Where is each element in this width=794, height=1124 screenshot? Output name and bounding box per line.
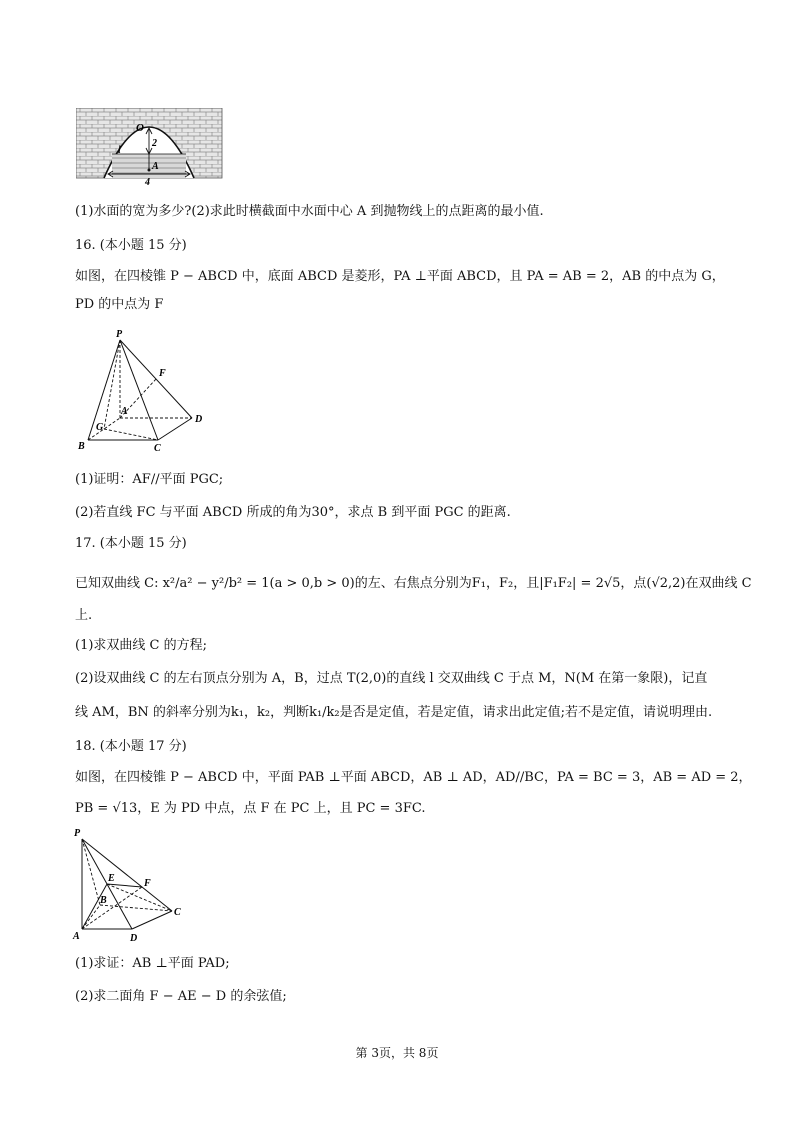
problem18-q2: (2)求二面角 F − AE − D 的余弦值; [75, 989, 287, 1004]
label-G: G [96, 422, 104, 433]
problem17-header: 17. (本小题 15 分) [75, 536, 187, 551]
problem16-q2: (2)若直线 FC 与平面 ABCD 所成的角为30°，求点 B 到平面 PGC 的距离. [75, 505, 511, 520]
label-C: C [174, 907, 181, 918]
problem17-stem-line2: 上. [75, 608, 93, 623]
label-B: B [100, 895, 107, 906]
label-C: C [154, 443, 161, 454]
pyramid-figure-18 [70, 825, 190, 945]
label-E: E [108, 873, 115, 884]
label-O: O [136, 122, 144, 134]
pyramid-figure-16 [76, 328, 206, 454]
problem17-q1: (1)求双曲线 C 的方程; [75, 638, 208, 653]
label-F: F [144, 878, 151, 889]
problem16-header: 16. (本小题 15 分) [75, 238, 187, 253]
label-B: B [78, 441, 85, 452]
problem18-stem-line1: 如图，在四棱锥 P − ABCD 中，平面 PAB ⊥平面 ABCD，AB ⊥ AD，AD//BC，PA = BC = 3，AB = AD = 2， [75, 770, 752, 785]
problem18-stem-line2: PB = √13，E 为 PD 中点，点 F 在 PC 上，且 PC = 3FC. [75, 801, 426, 816]
problem17-q2-line1: (2)设双曲线 C 的左右顶点分别为 A，B，过点 T(2,0)的直线 l 交双曲线 C 于点 M，N(M 在第一象限)，记直 [75, 671, 708, 686]
problem16-stem-line1: 如图，在四棱锥 P − ABCD 中，底面 ABCD 是菱形，PA ⊥平面 ABCD，且 PA = AB = 2，AB 的中点为 G， [75, 269, 725, 284]
problem18-q1: (1)求证：AB ⊥平面 PAD; [75, 956, 230, 971]
label-A: A [152, 161, 159, 172]
problem15-questions: (1)水面的宽为多少?(2)求此时横截面中水面中心 A 到抛物线上的点距离的最小值. [75, 204, 544, 219]
label-F: F [159, 368, 166, 379]
page-footer: 第 3页，共 8页 [355, 1046, 439, 1060]
arch-figure [76, 108, 224, 188]
problem17-stem-line1: 已知双曲线 C: x²/a² − y²/b² = 1(a > 0,b > 0)的左、右焦点分别为F₁，F₂，且|F₁F₂| = 2√5，点(√2,2)在双曲线 C [75, 576, 752, 591]
label-2: 2 [152, 138, 157, 149]
problem16-q1: (1)证明：AF//平面 PGC; [75, 472, 224, 487]
label-P: P [74, 828, 81, 839]
label-l: l [118, 145, 121, 156]
label-D: D [130, 933, 138, 944]
problem18-header: 18. (本小题 17 分) [75, 739, 187, 754]
label-A: A [73, 931, 80, 942]
problem17-q2-line2: 线 AM，BN 的斜率分别为k₁，k₂，判断k₁/k₂是否是定值，若是定值，请求出此定值;若不是定值，请说明理由. [75, 705, 713, 720]
label-P: P [116, 329, 123, 340]
label-4: 4 [145, 177, 150, 188]
label-D: D [195, 414, 203, 425]
label-A: A [121, 406, 128, 417]
problem16-stem-line2: PD 的中点为 F [75, 297, 164, 312]
